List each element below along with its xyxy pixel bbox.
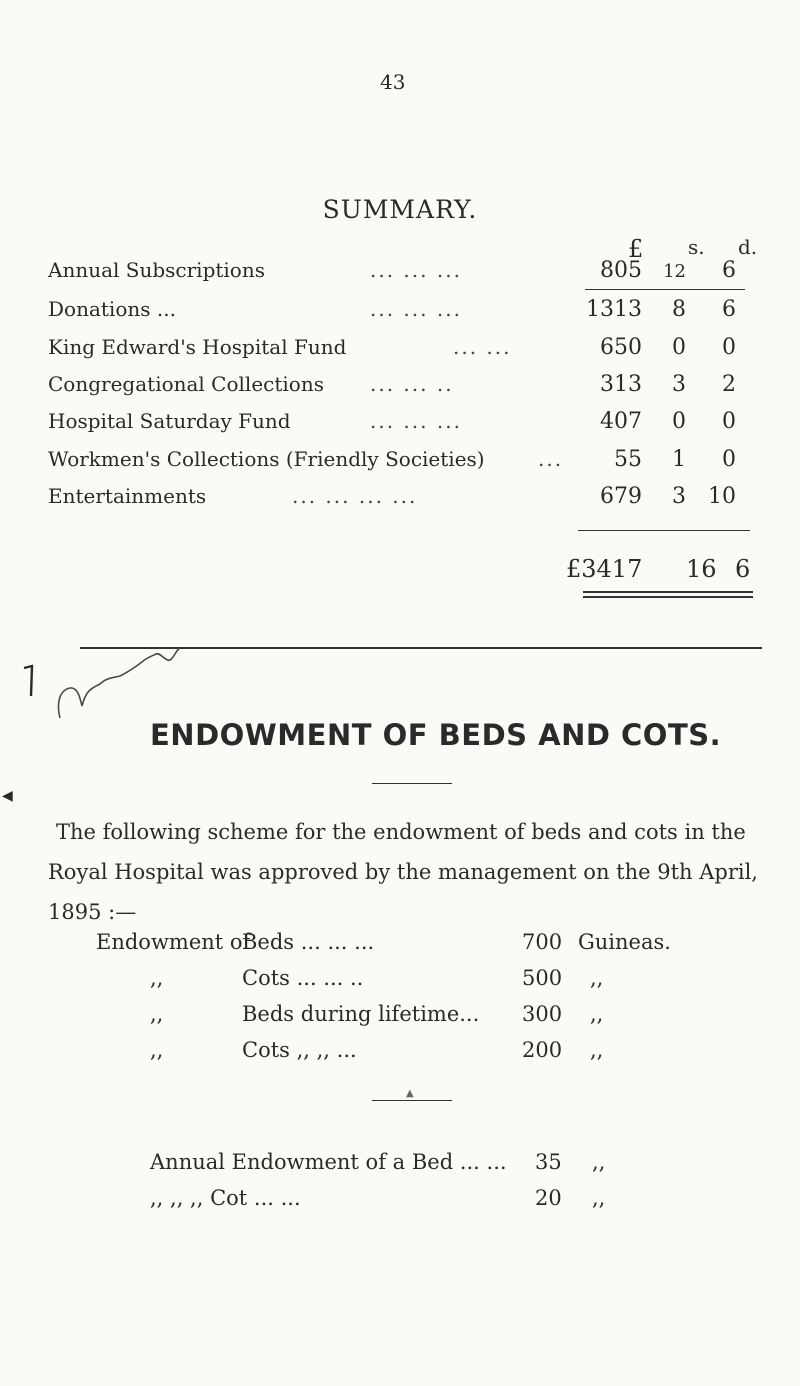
scheme-prefix: Endowment of bbox=[96, 930, 251, 954]
amount-pounds: 313 bbox=[600, 372, 642, 397]
annual-text: Annual Endowment of a Bed ... ... bbox=[150, 1150, 507, 1174]
leader-dots: ... ... ... bbox=[370, 258, 462, 282]
summary-row bbox=[0, 447, 800, 483]
total-pence: 6 bbox=[735, 555, 751, 583]
amount-pence: 6 bbox=[722, 258, 736, 283]
scheme-row bbox=[0, 1038, 800, 1074]
leader-dots: ... ... ... bbox=[370, 297, 462, 321]
endowment-title: ENDOWMENT OF BEDS AND COTS. bbox=[150, 718, 722, 752]
annual-row bbox=[0, 1150, 800, 1186]
summary-row-label: Donations ... bbox=[48, 297, 176, 321]
summary-row-label: Hospital Saturday Fund bbox=[48, 409, 291, 433]
margin-arrow-icon: ◀ bbox=[2, 788, 13, 804]
amount-pence: 0 bbox=[722, 447, 736, 472]
amount-pence: 0 bbox=[722, 335, 736, 360]
summary-row bbox=[0, 335, 800, 371]
amount-pence: 6 bbox=[722, 297, 736, 322]
summary-row-label: King Edward's Hospital Fund bbox=[48, 335, 347, 359]
pounds-header: £ bbox=[628, 235, 644, 263]
summary-row-label: Congregational Collections bbox=[48, 372, 324, 396]
annual-unit: ,, bbox=[592, 1186, 606, 1210]
leader-dots: ... ... ... ... bbox=[292, 484, 418, 508]
amount-shillings: 12 bbox=[663, 261, 686, 282]
amount-shillings: 3 bbox=[672, 372, 686, 397]
pence-header: d. bbox=[738, 235, 758, 259]
scheme-prefix: ,, bbox=[150, 1038, 164, 1062]
leader-dots: ... ... .. bbox=[370, 372, 454, 396]
summary-row bbox=[0, 297, 800, 333]
scheme-row bbox=[0, 966, 800, 1002]
scheme-row bbox=[0, 930, 800, 966]
amount-pence: 2 bbox=[722, 372, 736, 397]
total-shillings: 16 bbox=[686, 555, 717, 583]
summary-row bbox=[0, 484, 800, 520]
summary-title: SUMMARY. bbox=[322, 195, 478, 224]
total-rule bbox=[583, 591, 753, 593]
annual-row bbox=[0, 1186, 800, 1222]
scheme-prefix: ,, bbox=[150, 966, 164, 990]
scheme-divider bbox=[372, 1100, 452, 1101]
scheme-item: Cots ,, ,, ... bbox=[242, 1038, 357, 1062]
amount-shillings: 0 bbox=[672, 335, 686, 360]
scheme-amount: 300 bbox=[522, 1002, 563, 1026]
amount-pence: 0 bbox=[722, 409, 736, 434]
scheme-prefix: ,, bbox=[150, 1002, 164, 1026]
scheme-amount: 500 bbox=[522, 966, 563, 990]
ink-mark-icon: ▲ bbox=[406, 1088, 414, 1099]
annual-unit: ,, bbox=[592, 1150, 606, 1174]
summary-row-label: Workmen's Collections (Friendly Societies) bbox=[48, 447, 485, 471]
summary-row-label: Entertainments bbox=[48, 484, 207, 508]
scheme-item: Beds ... ... ... bbox=[242, 930, 375, 954]
scheme-item: Cots ... ... .. bbox=[242, 966, 364, 990]
page-number: 43 bbox=[380, 70, 406, 94]
summary-row bbox=[0, 372, 800, 408]
shillings-header: s. bbox=[688, 235, 705, 259]
scheme-amount: 700 bbox=[522, 930, 563, 954]
scheme-unit: ,, bbox=[590, 966, 604, 990]
amount-shillings: 3 bbox=[672, 484, 686, 509]
amount-shillings: 8 bbox=[672, 297, 686, 322]
scheme-amount: 200 bbox=[522, 1038, 563, 1062]
scheme-item: Beds during lifetime... bbox=[242, 1002, 480, 1026]
amount-pounds: 407 bbox=[600, 409, 642, 434]
scheme-row bbox=[0, 1002, 800, 1038]
amount-shillings: 1 bbox=[672, 447, 686, 472]
amount-pounds: 805 bbox=[600, 258, 642, 283]
amount-pounds: 650 bbox=[600, 335, 642, 360]
total-pounds: £3417 bbox=[566, 555, 643, 583]
leader-dots: ... ... ... bbox=[370, 409, 462, 433]
endowment-paragraph: The following scheme for the endowment of beds and cots in the Royal Hospital was approved by the management on the 9th April, 1895 :— bbox=[48, 820, 758, 924]
annual-text: ,, ,, ,, Cot ... ... bbox=[150, 1186, 301, 1210]
annual-amount: 35 bbox=[535, 1150, 562, 1174]
amount-pounds: 1313 bbox=[586, 297, 642, 322]
scheme-unit: Guineas. bbox=[578, 930, 671, 954]
scheme-unit: ,, bbox=[590, 1002, 604, 1026]
header-rule bbox=[585, 289, 745, 290]
amount-pence: 10 bbox=[708, 484, 736, 509]
amount-pounds: 55 bbox=[614, 447, 642, 472]
subtotal-rule bbox=[578, 530, 750, 531]
total-double-rule bbox=[583, 596, 753, 598]
summary-row-label: Annual Subscriptions bbox=[48, 258, 265, 282]
amount-shillings: 0 bbox=[672, 409, 686, 434]
amount-pounds: 679 bbox=[600, 484, 642, 509]
scheme-unit: ,, bbox=[590, 1038, 604, 1062]
leader-dots: ... ... bbox=[453, 335, 512, 359]
title-underline bbox=[372, 783, 452, 784]
annual-amount: 20 bbox=[535, 1186, 562, 1210]
leader-dots: ... bbox=[538, 447, 564, 471]
summary-row bbox=[0, 409, 800, 445]
